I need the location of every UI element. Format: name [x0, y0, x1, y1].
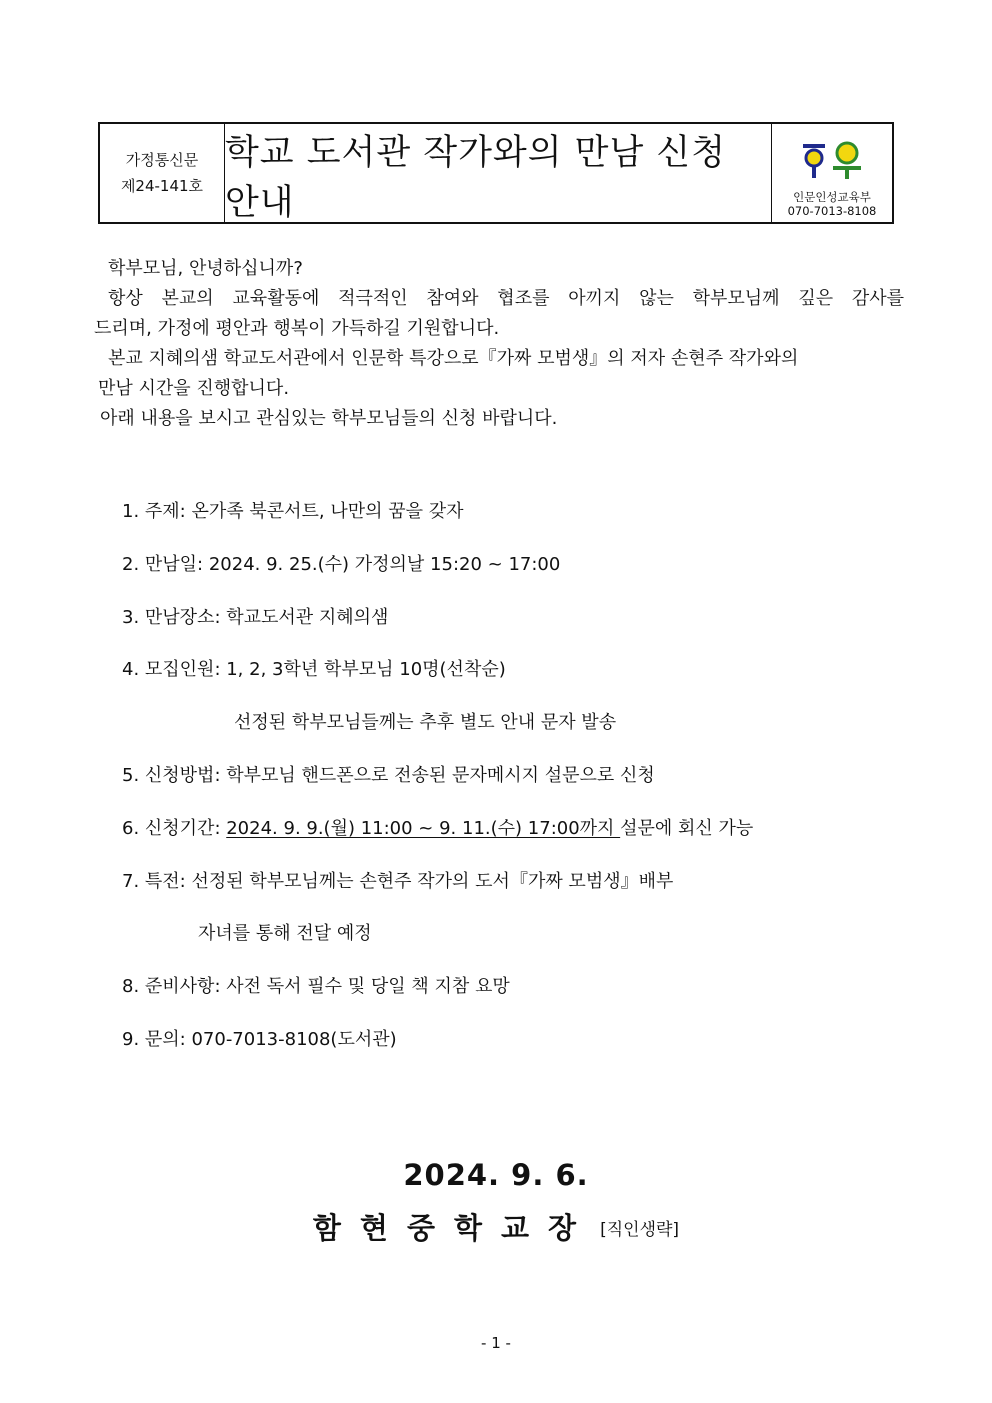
- issue-info: [100, 124, 225, 222]
- list-item-benefit: 7. 특전: 선정된 학부모님께는 손현주 작가의 도서『가짜 모범생』배부: [122, 870, 674, 892]
- period-suffix: 설문에 회신 가능: [620, 817, 754, 839]
- list-item-contact: 9. 문의: 070-7013-8108(도서관): [122, 1028, 397, 1050]
- list-item-recruit: 4. 모집인원: 1, 2, 3학년 학부모님 10명(선착순): [122, 659, 506, 681]
- list-item-recruit-note: 선정된 학부모님들께는 추후 별도 안내 문자 발송: [234, 712, 617, 734]
- intro-paragraph-2-line-1: 본교 지혜의샘 학교도서관에서 인문학 특강으로『가짜 모범생』의 저자 손현주 작가와의: [108, 348, 799, 369]
- logo-right-stem: [845, 170, 849, 179]
- intro-paragraph-3: 아래 내용을 보시고 관심있는 학부모님들의 신청 바랍니다.: [100, 408, 558, 429]
- signer-line: [0, 1206, 992, 1247]
- list-item-prep: 8. 준비사항: 사전 독서 필수 및 당일 책 지참 요망: [122, 976, 510, 998]
- issue-number: 제24-141호: [120, 177, 204, 195]
- intro-paragraph-1-line-2: 드리며, 가정에 평안과 행복이 가득하길 기원합니다.: [94, 318, 500, 339]
- intro-section: [94, 254, 904, 434]
- period-value: 2024. 9. 9.(월) 11:00 ~ 9. 11.(수) 17:00까지: [226, 817, 621, 839]
- page-number: - 1 -: [481, 1334, 511, 1352]
- department-name: 인문인성교육부: [793, 190, 871, 204]
- intro-paragraph-2-line-2: 만남 시간을 진행합니다.: [98, 378, 290, 399]
- newsletter-category: 가정통신문: [125, 151, 199, 169]
- seal-note: [직인생략]: [600, 1220, 680, 1240]
- department-phone: 070-7013-8108: [787, 204, 877, 218]
- school-logo-icon: [801, 140, 863, 182]
- period-label: 6. 신청기간:: [122, 817, 227, 839]
- list-item-date: 2. 만남일: 2024. 9. 25.(수) 가정의날 15:20 ~ 17:00: [122, 553, 561, 575]
- list-item-place: 3. 만남장소: 학교도서관 지혜의샘: [122, 606, 389, 628]
- logo-right-bar: [833, 166, 861, 170]
- signer-name: 함현중학교장: [312, 1211, 596, 1245]
- newsletter-header: [98, 122, 894, 224]
- list-item-method: 5. 신청방법: 학부모님 핸드폰으로 전송된 문자메시지 설문으로 신청: [122, 764, 655, 786]
- logo-right-circle: [837, 143, 857, 163]
- intro-paragraph-1-line-1: 항상 본교의 교육활동에 적극적인 참여와 협조를 아끼지 않는 학부모님께 깊은 감사를: [108, 288, 904, 309]
- department-block: [771, 124, 892, 222]
- list-item-period: [122, 813, 753, 866]
- logo-left-circle: [806, 150, 822, 166]
- document-title: 학교 도서관 작가와의 만남 신청 안내: [225, 133, 727, 223]
- issue-date: 2024. 9. 6.: [403, 1158, 589, 1192]
- list-item-benefit-note: 자녀를 통해 전달 예정: [198, 923, 372, 945]
- details-list: [122, 496, 753, 1077]
- logo-left-bar: [803, 144, 825, 148]
- logo-left-stem: [812, 166, 816, 178]
- department-contact: [772, 190, 892, 218]
- list-item-topic: 1. 주제: 온가족 북콘서트, 나만의 꿈을 갖자: [122, 501, 464, 522]
- greeting: 학부모님, 안녕하십니까?: [108, 258, 303, 279]
